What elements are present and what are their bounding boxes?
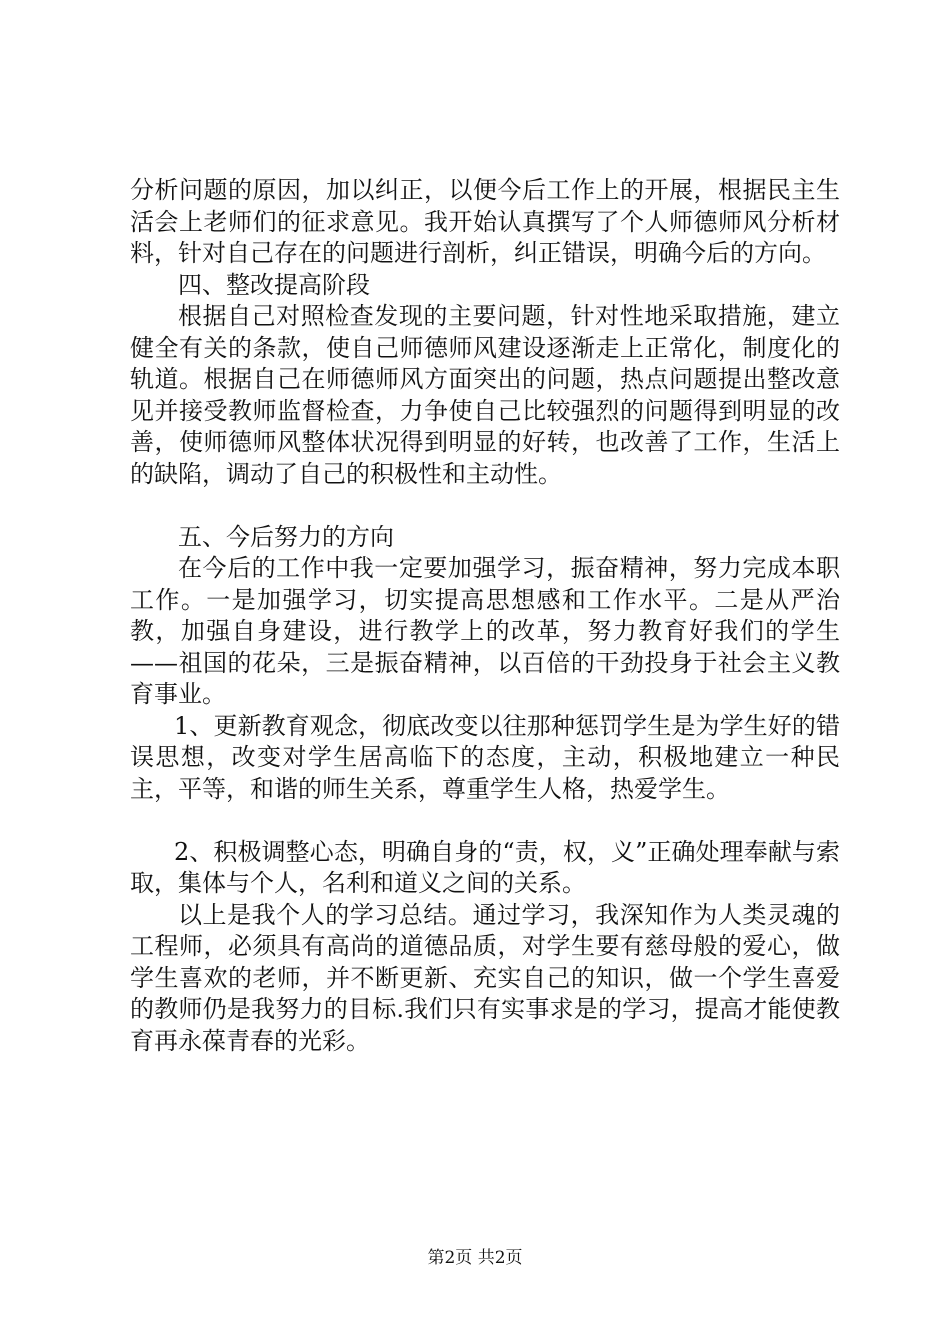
- section-heading-rectification: 四、整改提高阶段: [178, 270, 370, 299]
- paragraph-summary: 以上是我个人的学习总结。通过学习，我深知作为人类灵魂的工程师，必须具有高尚的道德品质，对学生要有慈母般的爱心，做学生喜欢的老师，并不断更新、充实自己的知识，做一个学生喜爱的教师仍是我努力的目标.我们只有实事求是的学习，提高才能使教育再永葆青春的光彩。: [130, 900, 840, 1055]
- paragraph-future-direction: 在今后的工作中我一定要加强学习，振奋精神，努力完成本职工作。一是加强学习，切实提高思想感和工作水平。二是从严治教，加强自身建设，进行教学上的改革，努力教育好我们的学生——祖国的花朵，三是振奋精神，以百倍的干劲投身于社会主义教育事业。: [130, 554, 840, 708]
- paragraph-item-2: 2、积极调整心态，明确自身的“责，权，义”正确处理奉献与索取，集体与个人，名利和道义之间的关系。: [130, 837, 840, 897]
- paragraph-item-1: 1、更新教育观念，彻底改变以往那种惩罚学生是为学生好的错误思想，改变对学生居高临下的态度，主动，积极地建立一种民主，平等，和谐的师生关系，尊重学生人格，热爱学生。: [130, 711, 840, 803]
- section-heading-future-direction: 五、今后努力的方向: [178, 522, 394, 551]
- page-number-footer: 第2页 共2页: [427, 1248, 523, 1268]
- paragraph-spacer: [130, 490, 840, 522]
- document-body: [130, 175, 840, 1057]
- paragraph-analysis: 分析问题的原因，加以纠正，以便今后工作上的开展，根据民主生活会上老师们的征求意见。我开始认真撰写了个人师德师风分析材料，针对自己存在的问题进行剖析，纠正错误，明确今后的方向。: [130, 176, 840, 267]
- paragraph-rectification: 根据自己对照检查发现的主要问题，针对性地采取措施，建立健全有关的条款，使自己师德师风建设逐渐走上正常化，制度化的轨道。根据自己在师德师风方面突出的问题，热点问题提出整改意见并接受教师监督检查，力争使自己比较强烈的问题得到明显的改善，使师德师风整体状况得到明显的好转，也改善了工作，生活上的缺陷，调动了自己的积极性和主动性。: [130, 302, 840, 488]
- paragraph-spacer: [130, 805, 840, 837]
